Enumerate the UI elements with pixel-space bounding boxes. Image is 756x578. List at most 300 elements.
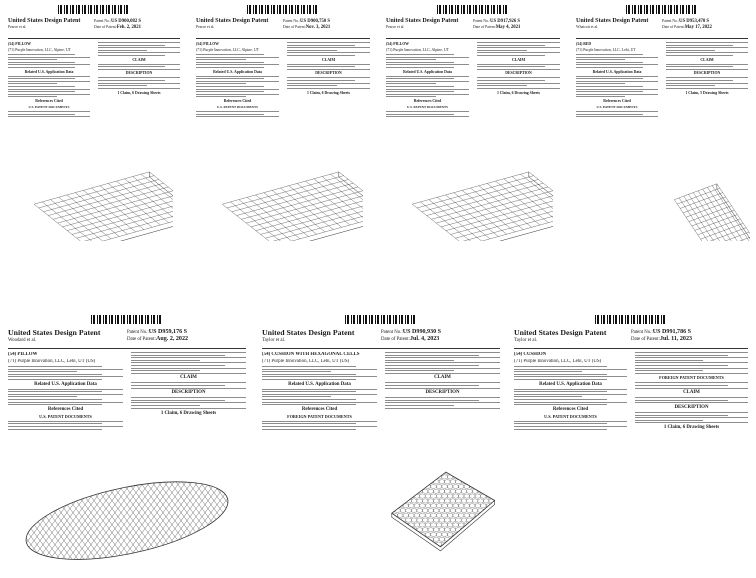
- text-line: [386, 96, 436, 97]
- patent-title: (54) PILLOW: [196, 42, 219, 46]
- patent-number: US D900,082 S: [111, 19, 142, 24]
- text-line: [98, 77, 180, 78]
- section-heading: References Cited: [413, 98, 442, 103]
- section-heading: DESCRIPTION: [125, 71, 153, 76]
- drawing-sheets-caption: 1 Claim, 6 Drawing Sheets: [496, 90, 541, 95]
- patent-date: May 17, 2022: [684, 25, 712, 30]
- text-line: [262, 374, 356, 375]
- section-heading: U.S. PATENT DOCUMENTS: [596, 104, 638, 109]
- text-line: [8, 96, 57, 97]
- text-line: [576, 62, 643, 63]
- section-heading: U.S. PATENT DOCUMENTS: [217, 104, 258, 109]
- header-title: United States Design Patent: [386, 18, 459, 24]
- patent-header: [262, 328, 500, 349]
- applicant: (71) Purple Innovation, LLC, Lehi, UT (US): [514, 359, 602, 364]
- text-line: [635, 352, 748, 353]
- text-line: [8, 83, 57, 84]
- text-line: [262, 394, 377, 395]
- section-heading: References Cited: [223, 98, 252, 103]
- text-line: [514, 399, 607, 400]
- text-line: [287, 50, 337, 51]
- text-line: [196, 116, 279, 117]
- patent-page: [4, 312, 250, 574]
- text-line: [477, 50, 527, 51]
- text-line: [514, 371, 582, 372]
- section-heading: Related U.S. Application Data: [288, 381, 351, 387]
- text-line: [386, 64, 469, 65]
- right-column: [287, 42, 370, 95]
- text-line: [385, 382, 500, 383]
- patent-date: Feb. 2, 2021: [116, 25, 142, 30]
- section-heading: Related U.S. Application Data: [24, 69, 74, 74]
- cushion-drawing: [203, 136, 363, 241]
- text-line: [576, 86, 643, 87]
- text-line: [477, 47, 560, 48]
- section-heading: FOREIGN PATENT DOCUMENTS: [287, 413, 352, 419]
- patent-header: [196, 18, 370, 39]
- patent-number-label: Patent No.:: [662, 19, 680, 23]
- text-line: [576, 54, 643, 55]
- text-line: [8, 59, 57, 60]
- text-line: [287, 83, 370, 84]
- text-line: [477, 80, 545, 81]
- text-line: [8, 57, 90, 58]
- text-line: [98, 55, 165, 56]
- section-heading: References Cited: [301, 406, 338, 412]
- date-label: Date of Patent:: [662, 25, 685, 29]
- patent-number-label: Patent No.:: [381, 330, 403, 335]
- inventor: Pearce et al.: [8, 25, 27, 29]
- text-line: [262, 389, 377, 390]
- text-line: [666, 42, 748, 43]
- text-line: [262, 426, 377, 427]
- left-column: [8, 42, 90, 119]
- text-line: [98, 85, 147, 86]
- text-line: [8, 64, 90, 65]
- text-line: [287, 42, 370, 43]
- text-line: [196, 59, 246, 60]
- text-line: [196, 64, 279, 65]
- text-line: [98, 69, 180, 70]
- text-line: [477, 45, 545, 46]
- text-line: [196, 89, 279, 90]
- text-line: [635, 357, 748, 358]
- text-line: [8, 76, 90, 77]
- drawing-sheets-caption: 1 Claim, 5 Drawing Sheets: [685, 90, 729, 95]
- text-line: [666, 88, 748, 89]
- text-line: [576, 78, 643, 79]
- text-line: [262, 399, 356, 400]
- date-label: Date of Patent:: [127, 337, 156, 342]
- text-line: [385, 352, 500, 353]
- left-column: [262, 352, 377, 431]
- text-line: [386, 91, 454, 92]
- text-line: [196, 78, 264, 79]
- text-line: [514, 366, 607, 367]
- text-line: [131, 365, 225, 366]
- inventor: Pearce et al.: [386, 25, 405, 29]
- text-line: [8, 374, 102, 375]
- text-line: [196, 57, 279, 58]
- text-line: [635, 397, 748, 398]
- text-line: [8, 94, 90, 95]
- barcode: [247, 5, 319, 14]
- text-line: [477, 52, 560, 53]
- section-heading: Related U.S. Application Data: [539, 381, 602, 387]
- cushion-drawing: [393, 136, 553, 241]
- text-line: [477, 88, 560, 89]
- text-line: [576, 64, 658, 65]
- text-line: [385, 397, 500, 398]
- cushion-drawing: [10, 459, 244, 569]
- text-line: [131, 402, 246, 403]
- section-heading: References Cited: [35, 98, 63, 103]
- text-line: [576, 59, 625, 60]
- header-title: United States Design Patent: [196, 18, 269, 24]
- text-line: [8, 423, 102, 424]
- text-line: [576, 89, 658, 90]
- text-line: [262, 429, 356, 430]
- patent-page: [192, 2, 374, 246]
- text-line: [635, 370, 703, 371]
- text-line: [385, 368, 500, 369]
- text-line: [666, 50, 715, 51]
- right-column: [98, 42, 180, 95]
- section-heading: DESCRIPTION: [674, 404, 709, 410]
- text-line: [8, 404, 102, 405]
- text-line: [8, 394, 123, 395]
- text-line: [8, 89, 90, 90]
- text-line: [514, 396, 582, 397]
- patent-page: [572, 2, 752, 246]
- patent-title: (54) CUSHION WITH HEXAGONAL CELLS: [262, 352, 360, 357]
- text-line: [635, 400, 728, 401]
- text-line: [8, 376, 123, 377]
- text-line: [8, 396, 77, 397]
- drawing-sheets-caption: 1 Claim, 6 Drawing Sheets: [160, 410, 217, 416]
- text-line: [635, 382, 748, 383]
- text-line: [196, 67, 264, 68]
- text-line: [131, 373, 246, 374]
- text-line: [8, 379, 102, 380]
- text-line: [635, 417, 748, 418]
- date-label: Date of Patent:: [473, 25, 496, 29]
- section-heading: CLAIM: [434, 375, 451, 381]
- section-heading: DESCRIPTION: [315, 71, 342, 76]
- barcode: [437, 5, 509, 14]
- patent-number: US D917,926 S: [490, 19, 521, 24]
- text-line: [385, 400, 479, 401]
- text-line: [514, 402, 627, 403]
- text-line: [262, 379, 356, 380]
- text-line: [386, 86, 454, 87]
- text-line: [666, 69, 748, 70]
- text-line: [386, 114, 454, 115]
- text-line: [635, 355, 728, 356]
- text-line: [666, 77, 748, 78]
- text-line: [385, 388, 500, 389]
- text-line: [386, 57, 469, 58]
- patent-page: [258, 312, 504, 574]
- cushion-drawing: [379, 448, 502, 569]
- text-line: [131, 388, 246, 389]
- patent-number: US D991,786 S: [652, 329, 692, 335]
- text-line: [98, 50, 147, 51]
- patent-header: [576, 18, 748, 39]
- text-line: [262, 421, 377, 422]
- section-heading: DESCRIPTION: [171, 390, 206, 396]
- text-line: [576, 111, 658, 112]
- text-line: [98, 83, 180, 84]
- patent-header: [8, 18, 180, 39]
- text-line: [8, 62, 75, 63]
- header-title: United States Design Patent: [8, 18, 81, 24]
- text-line: [635, 402, 748, 403]
- patent-number-label: Patent No.:: [473, 19, 491, 23]
- text-line: [385, 355, 479, 356]
- text-line: [262, 391, 356, 392]
- section-heading: Related U.S. Application Data: [403, 69, 452, 74]
- section-heading: U.S. PATENT DOCUMENTS: [28, 104, 70, 109]
- text-line: [514, 404, 607, 405]
- text-line: [196, 54, 264, 55]
- patent-title: (54) BED: [576, 42, 592, 46]
- patent-title: (54) CUSHION: [514, 352, 547, 357]
- text-line: [635, 422, 748, 423]
- section-heading: CLAIM: [700, 57, 714, 62]
- text-line: [635, 412, 748, 413]
- text-line: [8, 54, 75, 55]
- right-column: [385, 352, 500, 410]
- text-line: [477, 42, 560, 43]
- text-line: [666, 80, 733, 81]
- text-line: [386, 59, 436, 60]
- text-line: [287, 55, 355, 56]
- text-line: [576, 96, 625, 97]
- patent-date: Nov. 3, 2021: [305, 25, 331, 30]
- text-line: [8, 402, 123, 403]
- text-line: [8, 399, 102, 400]
- section-heading: CLAIM: [683, 390, 700, 396]
- section-heading: CLAIM: [511, 57, 526, 62]
- section-heading: FOREIGN PATENT DOCUMENTS: [659, 375, 724, 381]
- text-line: [514, 374, 607, 375]
- text-line: [98, 42, 180, 43]
- section-heading: Related U.S. Application Data: [34, 381, 97, 387]
- text-line: [262, 366, 356, 367]
- text-line: [262, 369, 377, 370]
- text-line: [8, 426, 123, 427]
- text-line: [635, 415, 728, 416]
- text-line: [196, 114, 264, 115]
- text-line: [576, 81, 658, 82]
- text-line: [131, 352, 246, 353]
- text-line: [98, 80, 165, 81]
- text-line: [666, 55, 733, 56]
- patent-number: US D900,750 S: [300, 19, 331, 24]
- text-line: [385, 357, 500, 358]
- text-line: [514, 369, 627, 370]
- text-line: [131, 385, 225, 386]
- patent-number: US D959,176 S: [148, 329, 188, 335]
- text-line: [386, 111, 469, 112]
- text-line: [287, 47, 370, 48]
- barcode: [91, 315, 163, 324]
- section-heading: U.S. PATENT DOCUMENTS: [39, 413, 92, 419]
- text-line: [287, 64, 370, 65]
- barcode: [58, 5, 130, 14]
- patent-header: [386, 18, 560, 39]
- section-heading: CLAIM: [132, 57, 146, 62]
- text-line: [262, 402, 377, 403]
- text-line: [131, 355, 225, 356]
- text-line: [635, 420, 703, 421]
- patent-title: (54) PILLOW: [386, 42, 409, 46]
- right-column: [666, 42, 748, 95]
- text-line: [287, 80, 355, 81]
- inventor: Taylor et al.: [514, 338, 538, 343]
- text-line: [666, 64, 748, 65]
- patent-date: Jul. 11, 2023: [659, 336, 693, 342]
- barcode: [595, 315, 667, 324]
- text-line: [98, 88, 180, 89]
- text-line: [8, 371, 77, 372]
- patent-page: [4, 2, 184, 246]
- text-line: [386, 116, 469, 117]
- text-line: [8, 111, 90, 112]
- text-line: [666, 85, 715, 86]
- text-line: [131, 368, 246, 369]
- text-line: [287, 85, 337, 86]
- applicant: (71) Purple Innovation, LLC, Lehi, UT: [576, 48, 636, 52]
- text-line: [666, 52, 748, 53]
- section-heading: References Cited: [47, 406, 84, 412]
- text-line: [666, 47, 748, 48]
- text-line: [576, 94, 658, 95]
- text-line: [514, 426, 627, 427]
- text-line: [131, 382, 246, 383]
- text-line: [385, 370, 454, 371]
- drawing-sheets-caption: 1 Claim, 6 Drawing Sheets: [663, 425, 720, 431]
- text-line: [576, 76, 658, 77]
- text-line: [98, 47, 180, 48]
- date-label: Date of Patent:: [381, 337, 410, 342]
- text-line: [666, 45, 733, 46]
- text-line: [576, 83, 625, 84]
- text-line: [635, 388, 748, 389]
- inventor: Pearce et al.: [196, 25, 215, 29]
- header-title: United States Design Patent: [514, 328, 607, 337]
- drawing-sheets-caption: 1 Claim, 6 Drawing Sheets: [306, 90, 351, 95]
- text-line: [131, 400, 225, 401]
- text-line: [8, 78, 75, 79]
- text-line: [8, 67, 75, 68]
- text-line: [196, 96, 246, 97]
- text-line: [8, 81, 90, 82]
- section-heading: DESCRIPTION: [505, 71, 532, 76]
- section-heading: CLAIM: [180, 375, 197, 381]
- patent-title: (54) PILLOW: [8, 352, 38, 357]
- text-line: [287, 45, 355, 46]
- text-line: [8, 421, 123, 422]
- header-title: United States Design Patent: [576, 18, 649, 24]
- applicant: (71) Purple Innovation, LLC, Alpine, UT: [196, 48, 259, 52]
- header-title: United States Design Patent: [262, 328, 355, 337]
- patent-number-label: Patent No.:: [94, 19, 112, 23]
- text-line: [287, 77, 370, 78]
- patent-date: Aug. 2, 2022: [155, 336, 189, 342]
- text-line: [196, 76, 279, 77]
- cushion-drawing: [664, 144, 750, 242]
- text-line: [287, 88, 370, 89]
- text-line: [131, 408, 246, 409]
- text-line: [477, 64, 560, 65]
- text-line: [131, 357, 246, 358]
- text-line: [262, 371, 331, 372]
- section-heading: References Cited: [552, 406, 589, 412]
- barcode: [626, 5, 698, 14]
- text-line: [576, 91, 643, 92]
- text-line: [576, 116, 658, 117]
- text-line: [8, 369, 123, 370]
- text-line: [287, 69, 370, 70]
- cushion-drawing: [15, 136, 173, 241]
- date-label: Date of Patent:: [631, 337, 660, 342]
- text-line: [8, 86, 75, 87]
- text-line: [386, 81, 469, 82]
- date-label: Date of Patent:: [94, 25, 117, 29]
- section-heading: CLAIM: [321, 57, 336, 62]
- patent-number: US D990,930 S: [402, 329, 442, 335]
- patent-number-label: Patent No.:: [127, 330, 149, 335]
- text-line: [386, 94, 469, 95]
- patent-header: [8, 328, 246, 349]
- text-line: [635, 365, 728, 366]
- inventor: Taylor et al.: [262, 338, 286, 343]
- text-line: [477, 83, 560, 84]
- section-heading: DESCRIPTION: [425, 390, 460, 396]
- text-line: [196, 94, 279, 95]
- patent-page: [510, 312, 752, 574]
- drawing-sheets-caption: 1 Claim, 6 Drawing Sheets: [117, 90, 161, 95]
- text-line: [386, 76, 469, 77]
- text-line: [477, 55, 545, 56]
- text-line: [98, 66, 165, 67]
- text-line: [514, 421, 627, 422]
- text-line: [514, 379, 607, 380]
- text-line: [635, 385, 728, 386]
- section-heading: References Cited: [603, 98, 631, 103]
- text-line: [262, 404, 356, 405]
- inventor: Woodard et al.: [8, 338, 37, 343]
- left-column: [576, 42, 658, 119]
- patent-title: (54) PILLOW: [8, 42, 31, 46]
- text-line: [477, 69, 560, 70]
- text-line: [477, 66, 545, 67]
- barcode: [345, 315, 417, 324]
- text-line: [131, 405, 200, 406]
- text-line: [385, 365, 479, 366]
- patent-number-label: Patent No.:: [631, 330, 653, 335]
- text-line: [131, 397, 246, 398]
- applicant: (71) Purple Innovation, LLC, Lehi, UT (US): [8, 359, 96, 364]
- text-line: [8, 114, 75, 115]
- text-line: [98, 45, 165, 46]
- text-line: [287, 66, 355, 67]
- text-line: [635, 360, 703, 361]
- patent-number: US D953,470 S: [679, 19, 710, 24]
- text-line: [576, 57, 658, 58]
